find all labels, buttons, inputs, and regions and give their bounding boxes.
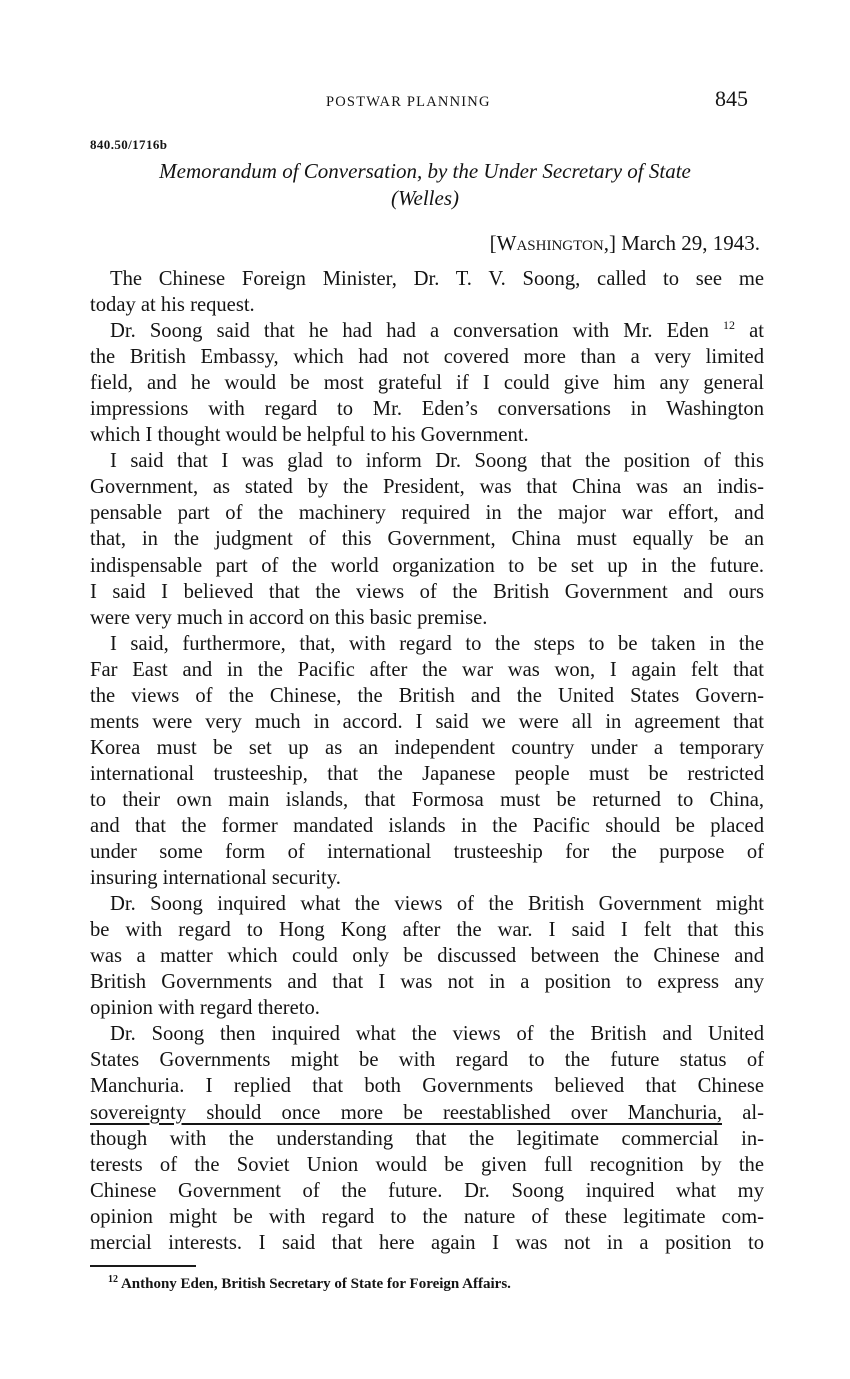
footnote-reference: 12 — [723, 318, 736, 333]
body-line: insuring international security. — [90, 867, 341, 890]
body-line: Dr. Soong then inquired what the views of the British and United — [110, 1023, 764, 1046]
body-line — [90, 318, 764, 344]
body-line: I said, furthermore, that, with regard to the steps to be taken in the — [110, 632, 764, 655]
body-line: though with the understanding that the legitimate commercial in- — [90, 1127, 764, 1150]
body-line: Manchuria. I replied that both Governments believed that Chinese — [90, 1075, 764, 1098]
body-line: was a matter which could only be discussed between the Chinese and — [90, 945, 764, 968]
body-line: the British Embassy, which had not covered more than a very limited — [90, 346, 764, 369]
body-line: opinion with regard thereto. — [90, 997, 320, 1020]
body-line: Far East and in the Pacific after the war was won, I again felt that — [90, 658, 764, 681]
body-line: the views of the Chinese, the British and the United States Govern- — [90, 684, 764, 707]
body-line: indispensable part of the world organization to be set up in the future. — [90, 554, 764, 577]
body-line: pensable part of the machinery required in the major war effort, and — [90, 502, 764, 525]
underlined-passage: sovereignty should once more be reestablished over Manchuria, — [90, 1101, 722, 1124]
dateline-place: [Washington,] — [489, 231, 616, 255]
body-line: ments were very much in accord. I said we were all in agreement that — [90, 710, 764, 733]
footnote-divider — [90, 1265, 196, 1267]
body-line-text: al- — [742, 1101, 764, 1124]
body-line: The Chinese Foreign Minister, Dr. T. V. Soong, called to see me — [110, 268, 764, 290]
body-line: States Governments might be with regard to the future status of — [90, 1049, 764, 1072]
body-line: impressions with regard to Mr. Eden’s conversations in Washington — [90, 398, 764, 421]
body-line: and that the former mandated islands in the Pacific should be placed — [90, 814, 764, 837]
document-title-line-1: Memorandum of Conversation, by the Under Secretary of State — [159, 159, 691, 183]
body-line: Chinese Government of the future. Dr. Soong inquired what my — [90, 1179, 764, 1202]
body-line: Dr. Soong inquired what the views of the British Government might — [110, 893, 764, 916]
running-header-title: POSTWAR PLANNING — [326, 94, 491, 110]
body-line-text: Dr. Soong said that he had had a conversation with Mr. Eden — [110, 320, 709, 343]
footnote-number: 12 — [108, 1274, 118, 1285]
body-line: terests of the Soviet Union would be given full recognition by the — [90, 1153, 764, 1176]
body-line: international trusteeship, that the Japanese people must be restricted — [90, 762, 764, 785]
body-line: were very much in accord on this basic premise. — [90, 606, 488, 629]
body-line: to their own main islands, that Formosa must be returned to China, — [90, 788, 764, 811]
body-line: today at his request. — [90, 294, 255, 317]
body-line: that, in the judgment of this Government, China must equally be an — [90, 528, 764, 551]
document-title-line-2: (Welles) — [390, 186, 460, 210]
body-line — [90, 1100, 764, 1126]
body-line: be with regard to Hong Kong after the war. I said I felt that this — [90, 919, 764, 942]
dateline-date: March 29, 1943. — [621, 231, 760, 255]
body-line: Government, as stated by the President, was that China was an indis- — [90, 476, 764, 499]
body-line: under some form of international trusteeship for the purpose of — [90, 841, 764, 864]
footnote — [108, 1276, 511, 1293]
body-line: mercial interests. I said that here again I was not in a position to — [90, 1231, 764, 1254]
body-line: opinion might be with regard to the nature of these legitimate com- — [90, 1205, 764, 1228]
page-number: 845 — [715, 86, 748, 111]
body-line: I said that I was glad to inform Dr. Soong that the position of this — [110, 450, 764, 473]
body-line: Korea must be set up as an independent country under a temporary — [90, 736, 764, 759]
body-line: which I thought would be helpful to his Government. — [90, 424, 529, 447]
file-number: 840.50/1716b — [90, 137, 168, 152]
body-line: field, and he would be most grateful if I could give him any general — [90, 372, 764, 395]
footnote-text: Anthony Eden, British Secretary of State for Foreign Affairs. — [120, 1276, 511, 1292]
body-line: British Governments and that I was not in a position to express any — [90, 971, 764, 994]
body-line: I said I believed that the views of the British Government and ours — [90, 580, 764, 603]
dateline — [90, 231, 760, 256]
memorandum-body — [90, 266, 764, 1256]
document-title — [90, 158, 760, 212]
body-line-text: at — [749, 320, 764, 343]
